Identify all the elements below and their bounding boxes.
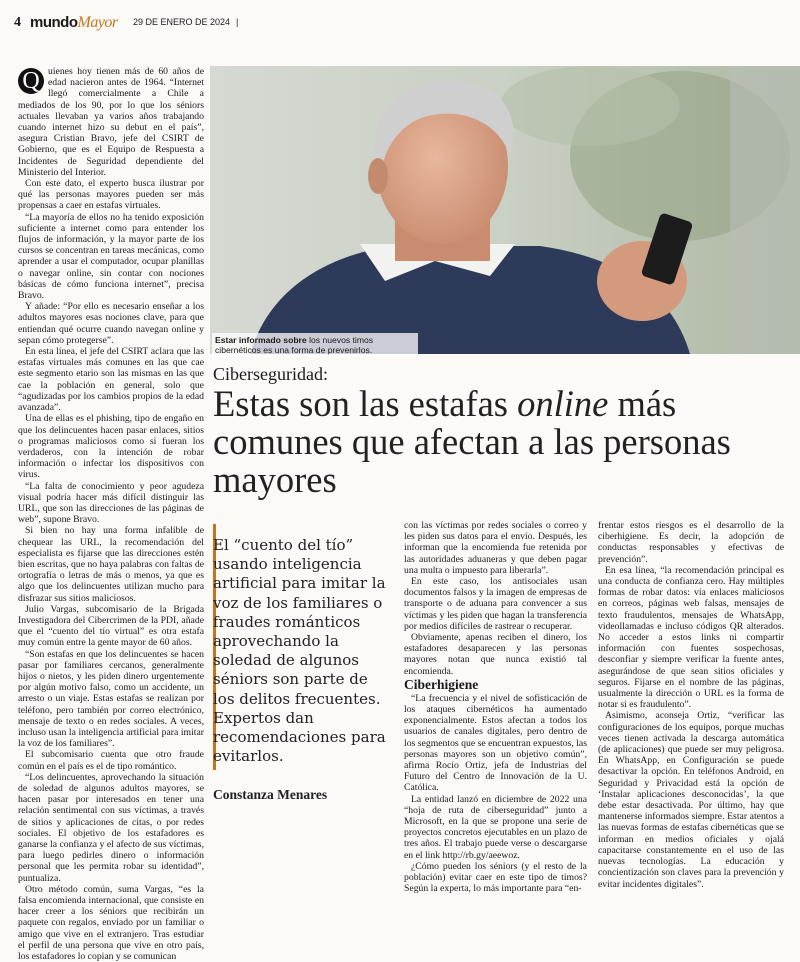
kicker: Ciberseguridad: (213, 364, 328, 384)
paragraph: El subcomisario cuenta que otro fraude común en el país es el de tipo romántico. (18, 749, 204, 772)
caption-text: los nuevos timos cibernéticos es una forma de prevenirlos. (215, 335, 374, 355)
senior-man-with-phone-illustration (210, 66, 800, 354)
paragraph: “Son estafas en que los delincuentes se hacen pasar por familiares cercanos, generalmente hijos o nietos, y les piden dinero urgentemente por algún motivo falso, como un accidente, un arresto o un viaje. Estas estafas se realizan por teléfono, pero también por correo electrónico, mensaje de texto o en redes sociales. A veces, incluso usan la inteligencia artificial para imitar la voz de los familiares”. (18, 648, 204, 750)
headline-italic: online (517, 383, 609, 424)
paragraph: uienes hoy tienen más de 60 años de edad nacieron antes de 1964. “Internet llegó comercialmente a Chile a mediados de los 90, por lo que los séniors actuales llevaban ya varios años trabajando cuando internet hizo su debut en el país”, asegura Cristian Bravo, jefe del CSIRT de Gobierno, que es el Equipo de Respuesta a Incidentes de Seguridad dependiente del Ministerio del Interior. (18, 66, 204, 178)
paragraph: “Los delincuentes, aprovechando la situación de soledad de algunos adultos mayores, se hacen pasar por interesados en tener una relación sentimental con sus víctimas, a través de sitios y aplicaciones de citas, o por redes sociales. El objetivo de los estafadores es ganarse la confianza y el afecto de sus víctimas, para luego pedirles dinero o información personal que les permita robar su identidad”, puntualiza. (18, 771, 204, 884)
headline-part-2: más comunes que afectan a las personas mayores (213, 383, 731, 500)
article-column-1 (18, 66, 204, 962)
headline-part-1: Estas son las estafas (213, 383, 518, 424)
article-summary: El “cuento del tío” usando inteligencia artificial para imitar la voz de los familiares o fraudes románticos aprovechando la soledad de algunos séniors son parte de los delitos frecuentes. Expertos dan recomendaciones para evitarlos. (213, 536, 386, 766)
paragraph: “La falta de conocimiento y peor agudeza visual podría hacer más difícil distinguir las URL, que son las direcciones de las páginas de web”, supone Bravo. (18, 480, 204, 526)
paragraph: con las víctimas por redes sociales o correo y les piden sus datos para el envío. Después, les informan que la encomienda fue retenida por las autoridades aduaneras y que deben pagar una multa o impuesto para liberarla”. (404, 520, 587, 576)
article-column-4 (598, 520, 784, 890)
paragraph: Obviamente, apenas reciben el dinero, los estafadores desaparecen y las personas mayores notan que nunca existió tal encomienda. (404, 632, 587, 677)
paragraph: En este caso, los antisociales usan documentos falsos y la imagen de empresas de transporte o de aduana para convencer a sus víctimas y les piden que hagan la transferencia por medios difíciles de rastrear o recuperar. (404, 576, 587, 632)
paragraph: Asimismo, aconseja Ortiz, “verificar las configuraciones de los equipos, porque muchas veces tienen activada la descarga automática (de aplicaciones) que puede ser muy peligrosa. En WhatsApp, en Configuración se puede desactivar la opción. En teléfonos Android, en Seguridad y Privacidad está la opción de ‘Instalar aplicaciones desconocidas’, la que debe estar desactivada. Por último, hay que mantenerse informados siempre. Estar atentos a las nuevas formas de estafas cibernéticas que se informan en medios oficiales y ojalá capacitarse constantemente en el uso de las nuevas tecnologías. La educación y concientización son claves para la prevención y evitar incidentes digitales”. (598, 710, 784, 890)
paragraph: Otro método común, suma Vargas, “es la falsa encomienda internacional, que consiste en hacer creer a los séniors que recibirán un paquete con regalos, enviado por un familiar o amigo que vive en el extranjero. Tras estudiar el perfil de una persona que vive en otro país, los estafadores lo copian y se comunican (18, 883, 204, 962)
photo-caption (212, 333, 418, 357)
article-photo (210, 66, 800, 354)
paragraph: frentar estos riesgos es el desarrollo de la ciberhigiene. Es decir, la adopción de conductas responsables y efectivas de prevención”. (598, 520, 784, 565)
paragraph: En esa línea, “la recomendación principal es una conducta de confianza cero. Hay múltiples formas de robar datos: vía enlaces maliciosos en correos, páginas web falsas, mensajes de texto fraudulentos, mensajes de WhatsApp, videollamadas e incluso códigos QR alterados. No acceder a estos links ni compartir información con fuentes sospechosas, desconfiar y siempre verificar la fuente antes, asegurándose de que sean sitios oficiales y seguros. Fijarse en el nombre de las páginas, usualmente la dirección o URL es la forma de notar si es fraudulento”. (598, 564, 784, 711)
page-number: 4 (14, 15, 21, 30)
page-header (14, 4, 800, 44)
logo-mundo: mundo (30, 14, 78, 31)
paragraph: Con este dato, el experto busca ilustrar por qué las personas mayores pueden ser más propensas a caer en estafas virtuales. (18, 178, 204, 212)
subheading: Ciberhigiene (404, 676, 479, 692)
paragraph: Una de ellas es el phishing, tipo de engaño en que los delincuentes hacen pasar enlaces, sitios o programas maliciosos como si fueran los verdaderos, con la intención de robar información o infectar los dispositivos con virus. (18, 413, 204, 481)
paragraph: “La mayoría de ellos no ha tenido exposición suficiente a internet como para entender los flujos de información, y la mayor parte de los cursos se concentran en tareas mecánicas, como aprender a usar el computador, ocupar planillas o navegar online, sin contar con nociones básicas de cómo funciona internet”, precisa Bravo. (18, 211, 204, 302)
dropcap: Q (18, 68, 44, 94)
paragraph: Y añade: “Por ello es necesario enseñar a los adultos mayores esas nociones clave, para que entiendan qué ocurre cuando navegan online y sepan cómo protegerse”. (18, 301, 204, 346)
paragraph: La entidad lanzó en diciembre de 2022 una “hoja de ruta de ciberseguridad” junto a Microsoft, en la que se propone una serie de proyectos concretos ejecutables en un plazo de tres años. El trabajo puede verse o descargarse en el link http://rb.gy/aeewoz. (404, 793, 587, 861)
byline: Constanza Menares (213, 787, 328, 802)
headline (213, 385, 793, 499)
paragraph: ¿Cómo pueden los séniors (y el resto de la población) evitar caer en este tipo de timos? Según la experta, lo más importante para “en- (404, 860, 587, 895)
paragraph: Julio Vargas, subcomisario de la Brigada Investigadora del Cibercrimen de la PDI, añade que el “cuento del tío virtual” es otra estafa muy común entre la gente mayor de 60 años. (18, 603, 204, 649)
paragraph: En esta línea, el jefe del CSIRT aclara que las estafas virtuales más comunes en las que cae este segmento etario son las mismas en las que cae la población en general, solo que “agudizadas por los cambios propios de la edad avanzada”. (18, 346, 204, 414)
section-logo (30, 14, 118, 32)
article-column-3 (404, 520, 587, 895)
issue-date: 29 DE ENERO DE 2024 | (133, 17, 238, 27)
paragraph: “La frecuencia y el nivel de sofisticación de los ataques cibernéticos ha aumentado exponencialmente. Estos afectan a todos los usuarios de canales digitales, pero dentro de los segmentos que se encuentran expuestos, las personas mayores son un objetivo común”, afirma Rocío Ortiz, jefa de Industrias del Futuro del Centro de Innovación de la U. Católica. (404, 692, 587, 794)
logo-mayor: Mayor (77, 14, 118, 31)
paragraph: Si bien no hay una forma infalible de chequear las URL, la recomendación del especialista es fijarse que las direcciones estén bien escritas, que no haya palabras con faltas de ortografía o letras de más o menos, ya que es algo que los delincuentes utilizan mucho para disfrazar sus sitios maliciosos. (18, 525, 204, 604)
caption-lead: Estar informado sobre (215, 335, 307, 345)
